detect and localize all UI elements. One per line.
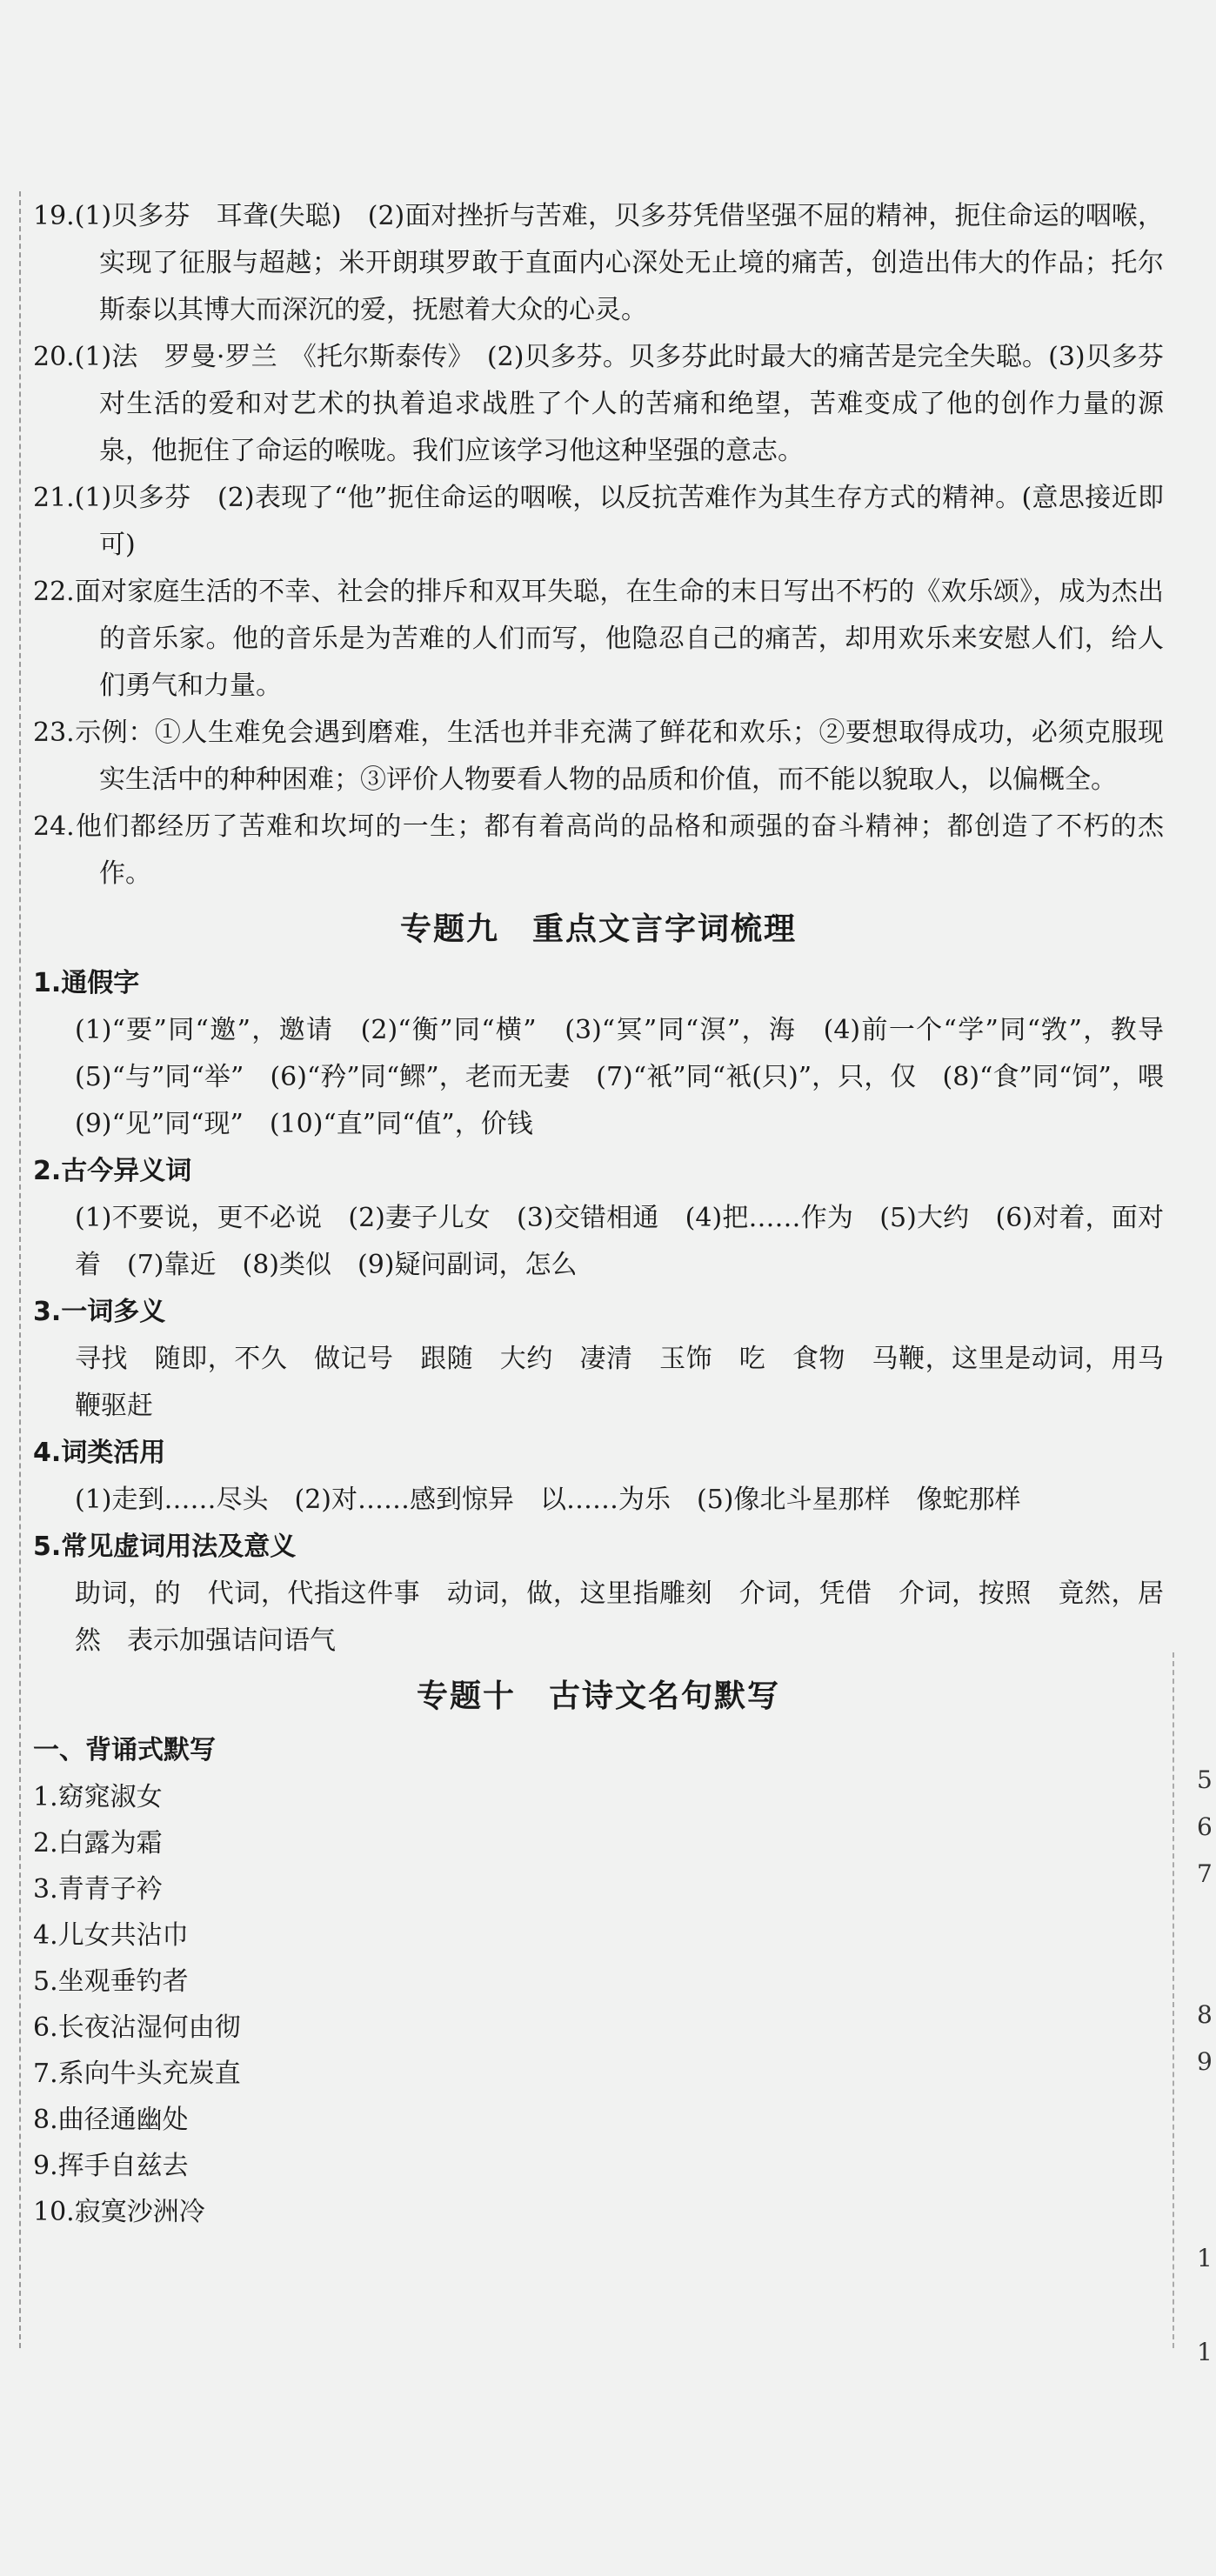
recite-item: 6.长夜沾湿何由彻 [33, 2012, 241, 2043]
recite-item: 3.青青子衿 [33, 1874, 163, 1905]
section-10-title: 专题十 古诗文名句默写 [416, 1678, 780, 1714]
margin-digit: 1 [1197, 2338, 1213, 2366]
answer-item-24: 24.他们都经历了苦难和坎坷的一生；都有着高尚的品格和顽强的奋斗精神；都创造了不朽的杰作。 [33, 811, 1164, 889]
recite-item: 9.挥手自兹去 [33, 2151, 189, 2181]
recite-item: 1.窈窕淑女 [33, 1782, 163, 1812]
margin-digit: 7 [1197, 1859, 1213, 1888]
recite-item: 2.白露为霜 [33, 1828, 163, 1859]
margin-digit: 9 [1197, 2047, 1213, 2076]
recite-item: 10.寂寞沙洲冷 [33, 2197, 205, 2227]
section-9-part-2-head: 2.古今异义词 [33, 1156, 192, 1186]
section-9-part-1-head: 1.通假字 [33, 968, 140, 998]
margin-digit: 1 [1197, 2244, 1213, 2272]
recite-item: 7.系向牛头充炭直 [33, 2059, 241, 2089]
section-9-part-3-body: 寻找 随即，不久 做记号 跟随 大约 凄清 玉饰 吃 食物 马鞭，这里是动词，用马鞭驱赶 [75, 1344, 1164, 1421]
section-9-title: 专题九 重点文言字词梳理 [399, 911, 797, 947]
section-9-part-4-body: (1)走到……尽头 (2)对……感到惊异 以……为乐 (5)像北斗星那样 像蛇那样 [75, 1485, 1021, 1515]
section-9-part-1-body: (1)“要”同“邀”，邀请 (2)“衡”同“横” (3)“冥”同“溟”，海 (4)前一个“学”同“敩”，教导 (5)“与”同“举” (6)“矜”同“鳏”，老而无妻 (7)“衹”同“衹(只)”，只，仅 (8)“食”同“饲”，喂 (9)“见”同“现” (10)“直”同“值”，价钱 [75, 1015, 1190, 1139]
recite-item: 4.儿女共沾巾 [33, 1920, 189, 1951]
answer-item-19: 19.(1)贝多芬 耳聋(失聪) (2)面对挫折与苦难，贝多芬凭借坚强不屈的精神，扼住命运的咽喉，实现了征服与超越；米开朗琪罗敢于直面内心深处无止境的痛苦，创造出伟大的作品；托尔斯泰以其博大而深沉的爱，抚慰着大众的心灵。 [33, 201, 1164, 325]
left-fold-line [19, 191, 23, 2348]
recite-item: 5.坐观垂钓者 [33, 1966, 189, 1997]
answer-content [33, 193, 1190, 2235]
section-9-part-3-head: 3.一词多义 [33, 1297, 166, 1327]
section-9-part-5-body: 助词，的 代词，代指这件事 动词，做，这里指雕刻 介词，凭借 介词，按照 竟然，居然 表示加强诘问语气 [75, 1578, 1164, 1656]
answer-item-22: 22.面对家庭生活的不幸、社会的排斥和双耳失聪，在生命的末日写出不朽的《欢乐颂》，成为杰出的音乐家。他的音乐是为苦难的人们而写，他隐忍自己的痛苦，却用欢乐来安慰人们，给人们勇气和力量。 [33, 577, 1164, 701]
answer-item-21: 21.(1)贝多芬 (2)表现了“他”扼住命运的咽喉，以反抗苦难作为其生存方式的精神。(意思接近即可) [33, 483, 1164, 560]
margin-digit: 5 [1197, 1765, 1213, 1794]
margin-digit: 6 [1197, 1812, 1213, 1841]
recite-item: 8.曲径通幽处 [33, 2105, 189, 2135]
section-9-part-4-head: 4.词类活用 [33, 1438, 166, 1468]
section-10-subhead: 一、背诵式默写 [33, 1735, 216, 1765]
section-9-part-5-head: 5.常见虚词用法及意义 [33, 1532, 297, 1562]
answer-item-20: 20.(1)法 罗曼·罗兰 《托尔斯泰传》 (2)贝多芬。贝多芬此时最大的痛苦是完全失聪。(3)贝多芬对生活的爱和对艺术的执着追求战胜了个人的苦痛和绝望，苦难变成了他的创作力量的源泉，他扼住了命运的喉咙。我们应该学习他这种坚强的意志。 [33, 342, 1164, 466]
section-9-part-2-body: (1)不要说，更不必说 (2)妻子儿女 (3)交错相通 (4)把……作为 (5)大约 (6)对着，面对着 (7)靠近 (8)类似 (9)疑问副词，怎么 [75, 1203, 1164, 1280]
answer-item-23: 23.示例：①人生难免会遇到磨难，生活也并非充满了鲜花和欢乐；②要想取得成功，必须克服现实生活中的种种困难；③评价人物要看人物的品质和价值，而不能以貌取人，以偏概全。 [33, 717, 1164, 795]
right-fold-line [1173, 1652, 1176, 2348]
margin-digit: 8 [1197, 2000, 1213, 2029]
